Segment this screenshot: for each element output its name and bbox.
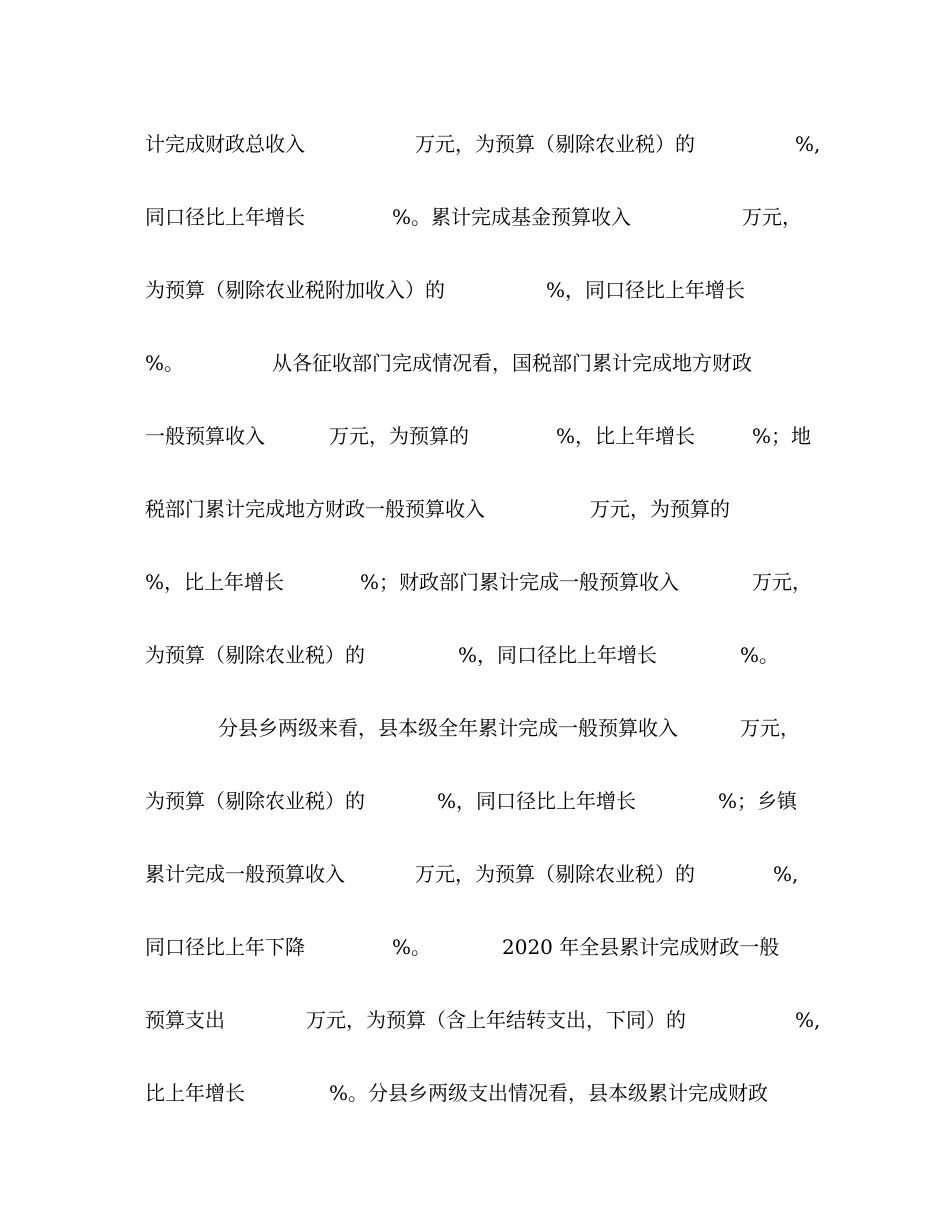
text-segment: 同口径比上年增长: [145, 205, 305, 229]
text-segment: %,: [773, 862, 799, 886]
text-segment: 计完成财政总收入: [145, 132, 305, 156]
text-segment: %，同口径比上年增长: [437, 789, 637, 813]
text-segment: 万元，为预算（剔除农业税）的: [415, 132, 695, 156]
text-segment: 万元，: [752, 570, 812, 594]
text-segment: 从各征收部门完成情况看，国税部门累计完成地方财政: [272, 351, 752, 375]
text-line-6: [0, 494, 950, 524]
text-line-13: [0, 1005, 950, 1035]
text-segment: %,: [795, 1008, 821, 1032]
text-line-8: [0, 640, 950, 670]
text-segment: %。: [145, 351, 185, 375]
text-segment: %，同口径比上年增长: [458, 643, 658, 667]
text-segment: %。累计完成基金预算收入: [392, 205, 632, 229]
text-segment: 万元，为预算的: [329, 424, 469, 448]
text-segment: %；地: [752, 424, 812, 448]
text-segment: %；财政部门累计完成一般预算收入: [360, 570, 680, 594]
text-segment: %，同口径比上年增长: [546, 278, 746, 302]
text-line-12: [0, 932, 950, 962]
text-line-5: [0, 421, 950, 451]
text-segment: 万元，: [742, 205, 802, 229]
text-segment: 万元，: [740, 716, 800, 740]
text-segment: %,: [795, 132, 821, 156]
text-segment: 预算支出: [145, 1008, 225, 1032]
text-segment: 为预算（剔除农业税附加收入）的: [145, 278, 445, 302]
text-segment: %，比上年增长: [145, 570, 285, 594]
text-line-1: [0, 129, 950, 159]
text-line-9: [0, 713, 950, 743]
text-segment: 累计完成一般预算收入: [145, 862, 345, 886]
text-line-10: [0, 786, 950, 816]
text-segment: %。: [392, 935, 432, 959]
text-segment: %，比上年增长: [556, 424, 696, 448]
text-segment: 比上年增长: [145, 1081, 245, 1105]
text-segment: 万元，为预算（含上年结转支出，下同）的: [306, 1008, 686, 1032]
text-segment: %；乡镇: [718, 789, 798, 813]
text-segment: 万元，为预算的: [590, 497, 730, 521]
text-line-14: [0, 1078, 950, 1108]
text-segment: 2020 年全县累计完成财政一般: [502, 935, 780, 959]
text-segment: %。分县乡两级支出情况看，县本级累计完成财政: [329, 1081, 769, 1105]
text-line-4: [0, 348, 950, 378]
text-segment: 税部门累计完成地方财政一般预算收入: [145, 497, 485, 521]
text-segment: 分县乡两级来看，县本级全年累计完成一般预算收入: [218, 716, 678, 740]
text-line-2: [0, 202, 950, 232]
text-segment: %。: [740, 643, 780, 667]
text-line-11: [0, 859, 950, 889]
text-segment: 万元，为预算（剔除农业税）的: [415, 862, 695, 886]
text-line-3: [0, 275, 950, 305]
text-segment: 一般预算收入: [145, 424, 265, 448]
text-line-7: [0, 567, 950, 597]
text-segment: 同口径比上年下降: [145, 935, 305, 959]
text-segment: 为预算（剔除农业税）的: [145, 643, 365, 667]
text-segment: 为预算（剔除农业税）的: [145, 789, 365, 813]
